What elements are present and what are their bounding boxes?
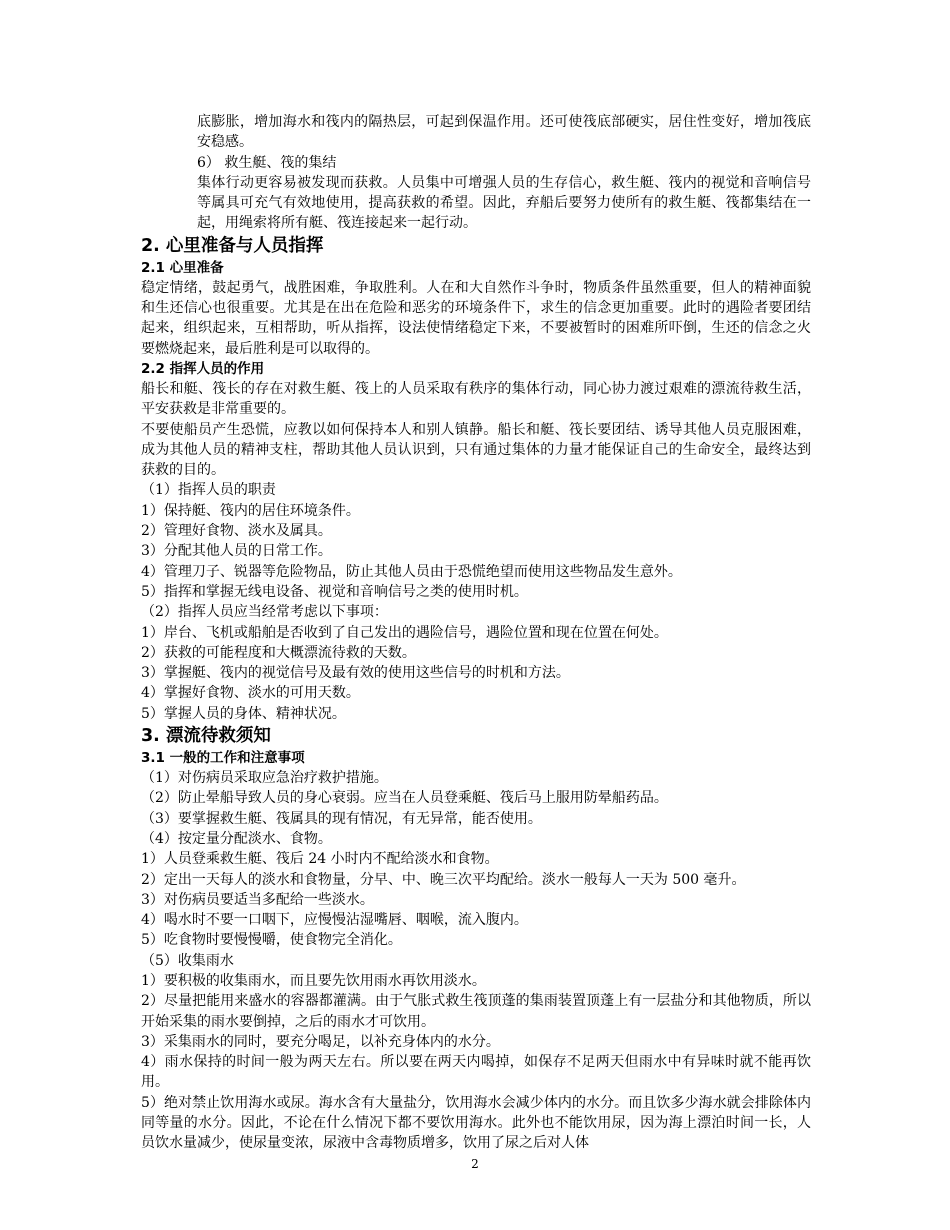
subsection-heading: 2.1 心里准备 xyxy=(141,259,224,276)
list-item: 1）岸台、飞机或船舶是否收到了自己发出的遇险信号，遇险位置和现在位置在何处。 xyxy=(141,624,668,641)
list-item: 4）管理刀子、锐器等危险物品，防止其他人员由于恐慌绝望而使用这些物品发生意外。 xyxy=(141,563,682,580)
list-item: 4）雨水保持的时间一般为两天左右。所以要在两天内喝掉，如保存不足两天但雨水中有异味时就不能再饮用。 xyxy=(141,1054,811,1091)
body-paragraph: 不要使船员产生恐慌，应教以如何保持本人和别人镇静。船长和艇、筏长要团结、诱导其他人员克服困难，成为其他人员的精神支柱，帮助其他人员认识到，只有通过集体的力量才能保证自己的生命安全，最终达到获救的目的。 xyxy=(141,421,811,479)
list-item: （5）收集雨水 xyxy=(141,952,234,969)
list-item: 5）绝对禁止饮用海水或尿。海水含有大量盐分，饮用海水会减少体内的水分。而且饮多少海水就会排除体内同等量的水分。因此，不论在什么情况下都不要饮用海水。此外也不能饮用尿，因为海上漂泊时间一长，人员饮水量减少，使尿量变浓，尿液中含毒物质增多，饮用了尿之后对人体 xyxy=(141,1094,811,1152)
list-heading: （1）指挥人员的职责 xyxy=(141,482,276,499)
list-item: 1）保持艇、筏内的居住环境条件。 xyxy=(141,502,360,519)
list-item: （2）防止晕船导致人员的身心衰弱。应当在人员登乘艇、筏后马上服用防晕船药品。 xyxy=(141,790,668,807)
page-number: 2 xyxy=(471,1157,479,1171)
list-item: 4）喝水时不要一口咽下，应慢慢沾湿嘴唇、咽喉，流入腹内。 xyxy=(141,912,528,929)
list-item: （1）对伤病员采取应急治疗救护措施。 xyxy=(141,770,388,787)
list-item: （4）按定量分配淡水、食物。 xyxy=(141,830,332,847)
subsection-heading: 2.2 指挥人员的作用 xyxy=(141,360,265,377)
list-item: 2）尽量把能用来盛水的容器都灌满。由于气胀式救生筏顶蓬的集雨装置顶蓬上有一层盐分和其他物质，所以开始采集的雨水要倒掉，之后的雨水才可饮用。 xyxy=(141,993,811,1030)
list-item: （3）要掌握救生艇、筏属具的现有情况，有无异常，能否使用。 xyxy=(141,810,542,827)
list-item: 2）定出一天每人的淡水和食物量，分早、中、晚三次平均配给。淡水一般每人一天为 500 毫升。 xyxy=(141,871,746,888)
section-heading: 2. 心里准备与人员指挥 xyxy=(141,235,324,256)
intro-paragraph: 集体行动更容易被发现而获救。人员集中可增强人员的生存信心，救生艇、筏内的视觉和音响信号等属具可充气有效地使用，提高获救的希望。因此，弃船后要努力使所有的救生艇、筏都集结在一起，用绳索将所有艇、筏连接起来一起行动。 xyxy=(197,174,811,232)
section-heading: 3. 漂流待救须知 xyxy=(141,726,271,747)
subsection-heading: 3.1 一般的工作和注意事项 xyxy=(141,750,305,767)
list-item: 4）掌握好食物、淡水的可用天数。 xyxy=(141,685,360,702)
list-item: 2）获救的可能程度和大概漂流待救的天数。 xyxy=(141,644,416,661)
list-item: 5）指挥和掌握无线电设备、视觉和音响信号之类的使用时机。 xyxy=(141,583,528,600)
list-item: 1）要积极的收集雨水，而且要先饮用雨水再饮用淡水。 xyxy=(141,972,486,989)
intro-paragraph: 底膨胀，增加海水和筏内的隔热层，可起到保温作用。还可使筏底部硬实，居住性变好，增加筏底安稳感。 xyxy=(197,114,811,151)
body-paragraph: 稳定情绪，鼓起勇气，战胜困难，争取胜利。人在和大自然作斗争时，物质条件虽然重要，但人的精神面貌和生还信心也很重要。尤其是在出在危险和恶劣的环境条件下，求生的信念更加重要。此时的遇险者要团结起来，组织起来，互相帮助，听从指挥，设法使情绪稳定下来，不要被暂时的困难所吓倒，生还的信念之火要燃烧起来，最后胜利是可以取得的。 xyxy=(141,279,811,357)
list-item: 3）采集雨水的同时，要充分喝足，以补充身体内的水分。 xyxy=(141,1033,500,1050)
body-paragraph: 船长和艇、筏长的存在对救生艇、筏上的人员采取有秩序的集体行动，同心协力渡过艰难的漂流待救生活，平安获救是非常重要的。 xyxy=(141,380,811,418)
list-item: 3）掌握艇、筏内的视觉信号及最有效的使用这些信号的时机和方法。 xyxy=(141,665,570,682)
list-heading: （2）指挥人员应当经常考虑以下事项： xyxy=(141,604,388,621)
list-item: 5）吃食物时要慢慢嚼，使食物完全消化。 xyxy=(141,932,402,949)
intro-block xyxy=(197,112,811,234)
list-item: 1）人员登乘救生艇、筏后 24 小时内不配给淡水和食物。 xyxy=(141,851,499,868)
list-item: 3）对伤病员要适当多配给一些淡水。 xyxy=(141,891,374,908)
list-item: 3）分配其他人员的日常工作。 xyxy=(141,543,332,560)
intro-item-heading: 6） 救生艇、筏的集结 xyxy=(197,154,337,171)
page-content xyxy=(141,112,811,1154)
list-item: 2）管理好食物、淡水及属具。 xyxy=(141,523,332,540)
list-item: 5）掌握人员的身体、精神状况。 xyxy=(141,705,346,722)
